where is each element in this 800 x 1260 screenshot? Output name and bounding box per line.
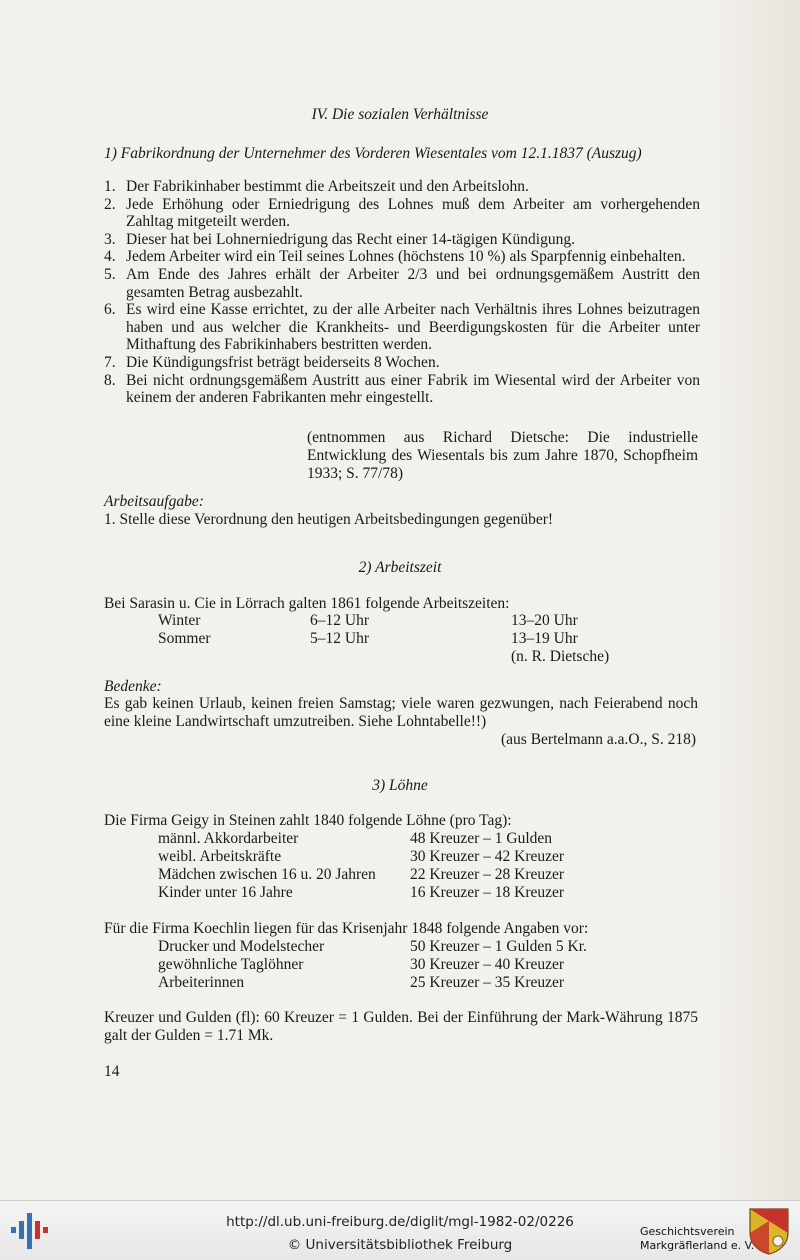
table-row: weibl. Arbeitskräfte 30 Kreuzer – 42 Kreuzer bbox=[158, 848, 565, 865]
copyright-notice: © Universitätsbibliothek Freiburg bbox=[287, 1237, 513, 1253]
table-row: Drucker und Modelstecher 50 Kreuzer – 1 Gulden 5 Kr. bbox=[158, 938, 587, 955]
table-row: Arbeiterinnen 25 Kreuzer – 35 Kreuzer bbox=[158, 974, 565, 991]
permalink-url[interactable]: http://dl.ub.uni-freiburg.de/diglit/mgl-1982-02/0226 bbox=[226, 1214, 574, 1230]
table-row: männl. Akkordarbeiter 48 Kreuzer – 1 Gulden bbox=[158, 830, 553, 847]
table-row: Kinder unter 16 Jahre 16 Kreuzer – 18 Kreuzer bbox=[158, 884, 565, 901]
coat-of-arms-icon bbox=[748, 1207, 790, 1255]
list-item: 2. Jede Erhöhung oder Erniedrigung des Lohnes muß dem Arbeiter am vorhergehenden Zahltag mitgeteilt werden. bbox=[104, 195, 700, 231]
page-number: 14 bbox=[104, 1063, 120, 1080]
currency-note: Kreuzer und Gulden (fl): 60 Kreuzer = 1 Gulden. Bei der Einführung der Mark-Währung 1875 galt der Gulden = 1.71 Mk. bbox=[104, 1009, 698, 1044]
list-item: 1. Der Fabrikinhaber bestimmt die Arbeitszeit und den Arbeitslohn. bbox=[104, 178, 529, 195]
list-item: 6. Es wird eine Kasse errichtet, zu der alle Arbeiter nach Verhältnis ihres Lohnes beizutragen haben und aus welcher die Krankheits- und Beerdigungskosten für die Arbeiter unter Mithaftung des Fabrikinhabers bestritten werden. bbox=[104, 301, 700, 354]
task-text: 1. Stelle diese Verordnung den heutigen Arbeitsbedingungen gegenüber! bbox=[104, 511, 554, 528]
list-item: 8. Bei nicht ordnungsgemäßem Austritt aus einer Fabrik im Wiesental wird der Arbeiter von keinem der anderen Fabrikanten mehr eingestellt. bbox=[104, 371, 700, 407]
table-row: Winter 6–12 Uhr 13–20 Uhr bbox=[158, 612, 578, 629]
list-item: 7. Die Kündigungsfrist beträgt beiderseits 8 Wochen. bbox=[104, 353, 440, 371]
note-text: Es gab keinen Urlaub, keinen freien Samstag; viele waren gezwungen, nach Feierabend noch eine kleine Landwirtschaft umzutreiben. Siehe Lohntabelle!!) bbox=[104, 695, 698, 730]
section2-title: 2) Arbeitszeit bbox=[358, 559, 442, 576]
chapter-heading: IV. Die sozialen Verhältnisse bbox=[311, 106, 489, 123]
list-item: 4. Jedem Arbeiter wird ein Teil seines Lohnes (höchstens 10 %) als Sparpfennig einbehalten. bbox=[104, 248, 686, 266]
viewer-footer bbox=[0, 1200, 800, 1260]
worktime-intro: Bei Sarasin u. Cie in Lörrach galten 1861 folgende Arbeitszeiten: bbox=[104, 595, 510, 612]
note-source: (aus Bertelmann a.a.O., S. 218) bbox=[501, 731, 696, 748]
table-row: Mädchen zwischen 16 u. 20 Jahren 22 Kreuzer – 28 Kreuzer bbox=[158, 866, 565, 883]
koechlin-intro: Für die Firma Koechlin liegen für das Krisenjahr 1848 folgende Angaben vor: bbox=[104, 920, 589, 937]
note-label: Bedenke: bbox=[104, 678, 162, 695]
table-row: Sommer 5–12 Uhr 13–19 Uhr bbox=[158, 630, 578, 647]
source-citation: (entnommen aus Richard Dietsche: Die industrielle Entwicklung des Wiesentals bis zum Jahre 1870, Schopfheim 1933; S. 77/78) bbox=[307, 429, 698, 482]
society-name: Geschichtsverein Markgräflerland e. V. bbox=[640, 1225, 755, 1252]
factory-rules-list bbox=[104, 178, 700, 407]
section3-title: 3) Löhne bbox=[372, 777, 428, 794]
list-item: 3. Dieser hat bei Lohnerniedrigung das Recht einer 14-tägigen Kündigung. bbox=[104, 230, 575, 248]
geigy-intro: Die Firma Geigy in Steinen zahlt 1840 folgende Löhne (pro Tag): bbox=[104, 812, 512, 829]
list-item: 5. Am Ende des Jahres erhält der Arbeiter 2/3 und bei ordnungsgemäßem Austritt den gesamten Betrag ausbezahlt. bbox=[104, 265, 700, 301]
worktime-source: (n. R. Dietsche) bbox=[511, 648, 610, 665]
section1-title: 1) Fabrikordnung der Unternehmer des Vorderen Wiesentales vom 12.1.1837 (Auszug) bbox=[104, 145, 642, 162]
task-label: Arbeitsaufgabe: bbox=[104, 493, 204, 510]
table-row: gewöhnliche Taglöhner 30 Kreuzer – 40 Kreuzer bbox=[158, 956, 565, 973]
